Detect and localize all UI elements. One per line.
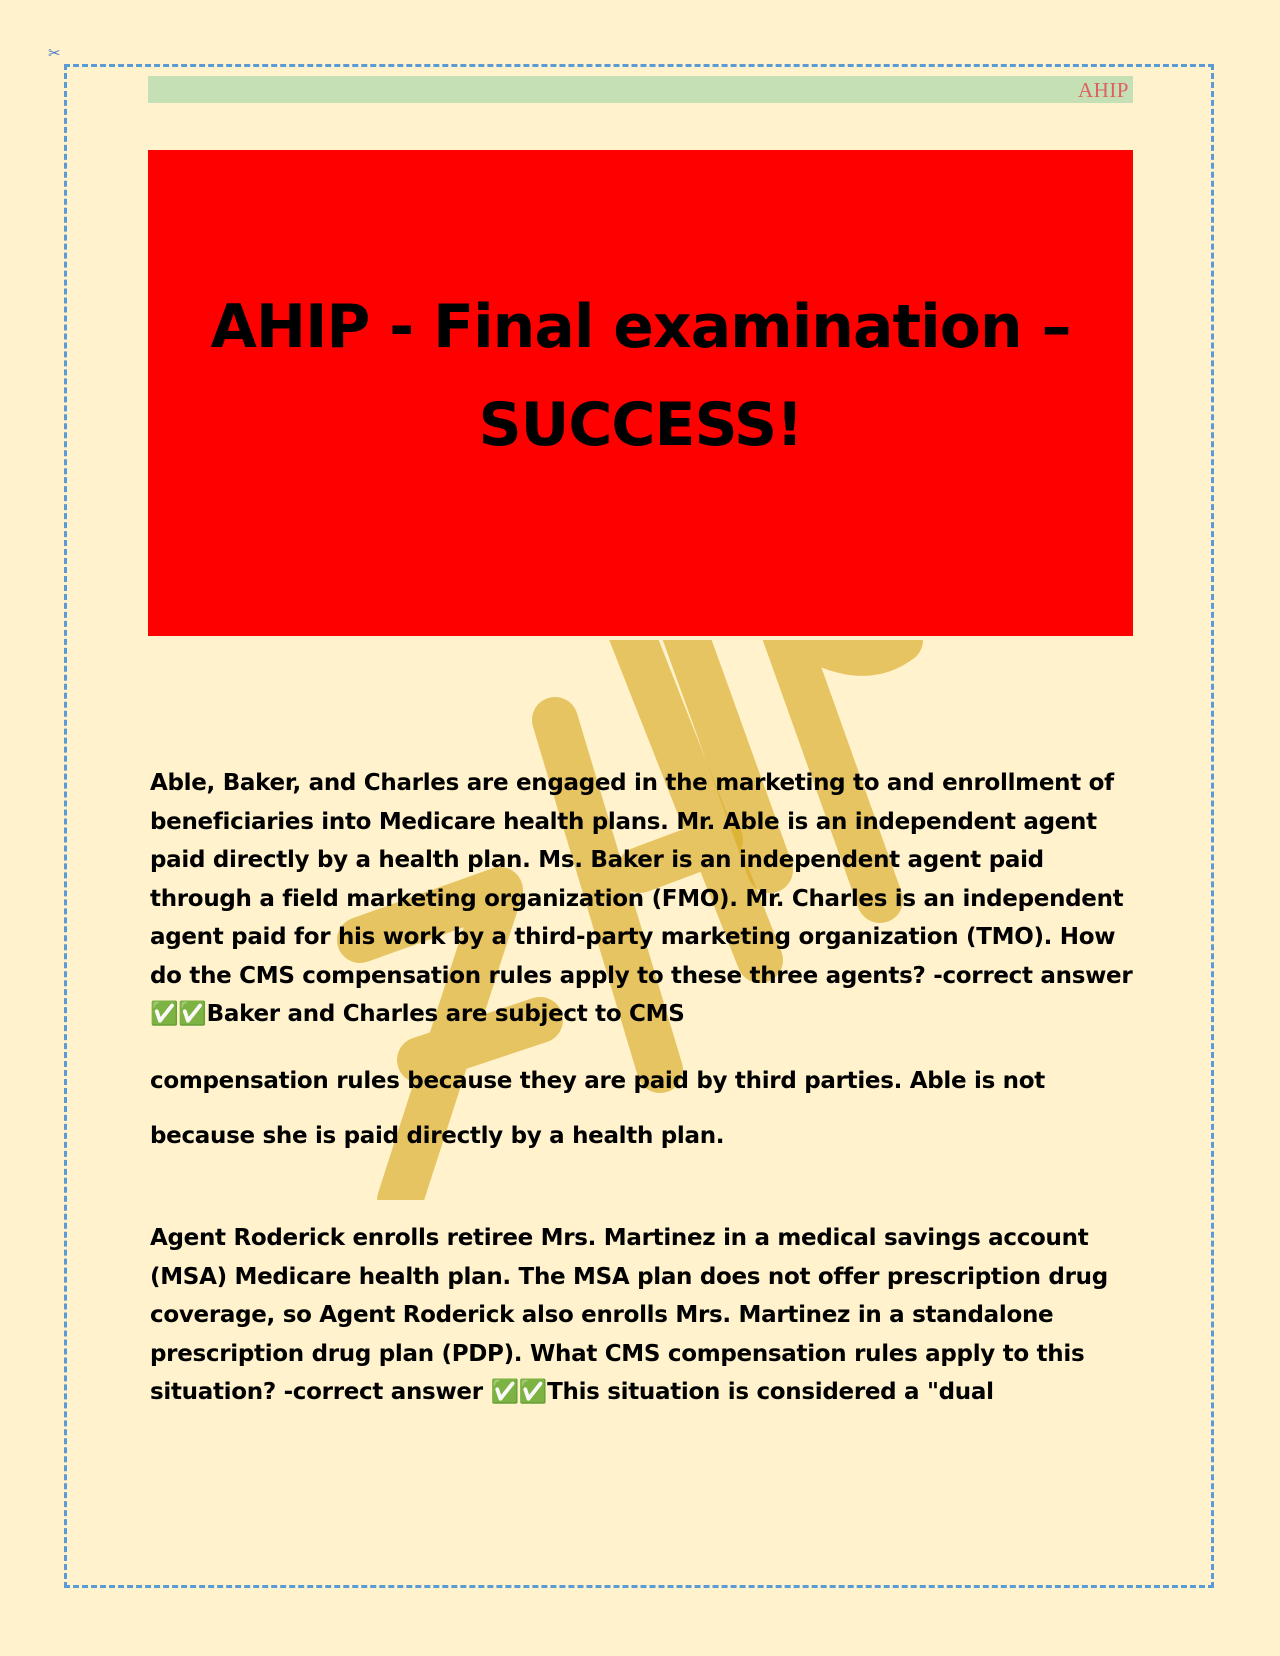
header-label: AHIP [1077,78,1129,102]
header-bar [148,76,1133,103]
question-1-answer-continuation: compensation rules because they are paid by third parties. Able is not because she is paid directly by a health plan. [150,1068,1045,1149]
title-line-2: SUCCESS! [478,390,803,460]
document-title [148,278,1133,474]
question-2: Agent Roderick enrolls retiree Mrs. Martinez in a medical savings account (MSA) Medicare health plan. The MSA plan does not offer prescription drug coverage, so Agent Roderick also enrolls Mrs. Martinez in a standalone prescription drug plan (PDP). What CMS compensation rules apply to this situation? -correct answer ✅✅This situation is considered a "dual [150,1225,1108,1405]
title-banner [148,150,1133,636]
scissors-icon: ✂ [48,44,61,62]
title-line-1: AHIP - Final examination – [210,292,1071,362]
question-1: Able, Baker, and Charles are engaged in the marketing to and enrollment of beneficiaries into Medicare health plans. Mr. Able is an independent agent paid directly by a health plan. Ms. Baker is an independent agent paid through a field marketing organization (FMO). Mr. Charles is an independent agent paid for his work by a third-party marketing organization (TMO). How do the CMS compensation rules apply to these three agents? -correct answer ✅✅Baker and Charles are subject to CMS [150,770,1133,1027]
